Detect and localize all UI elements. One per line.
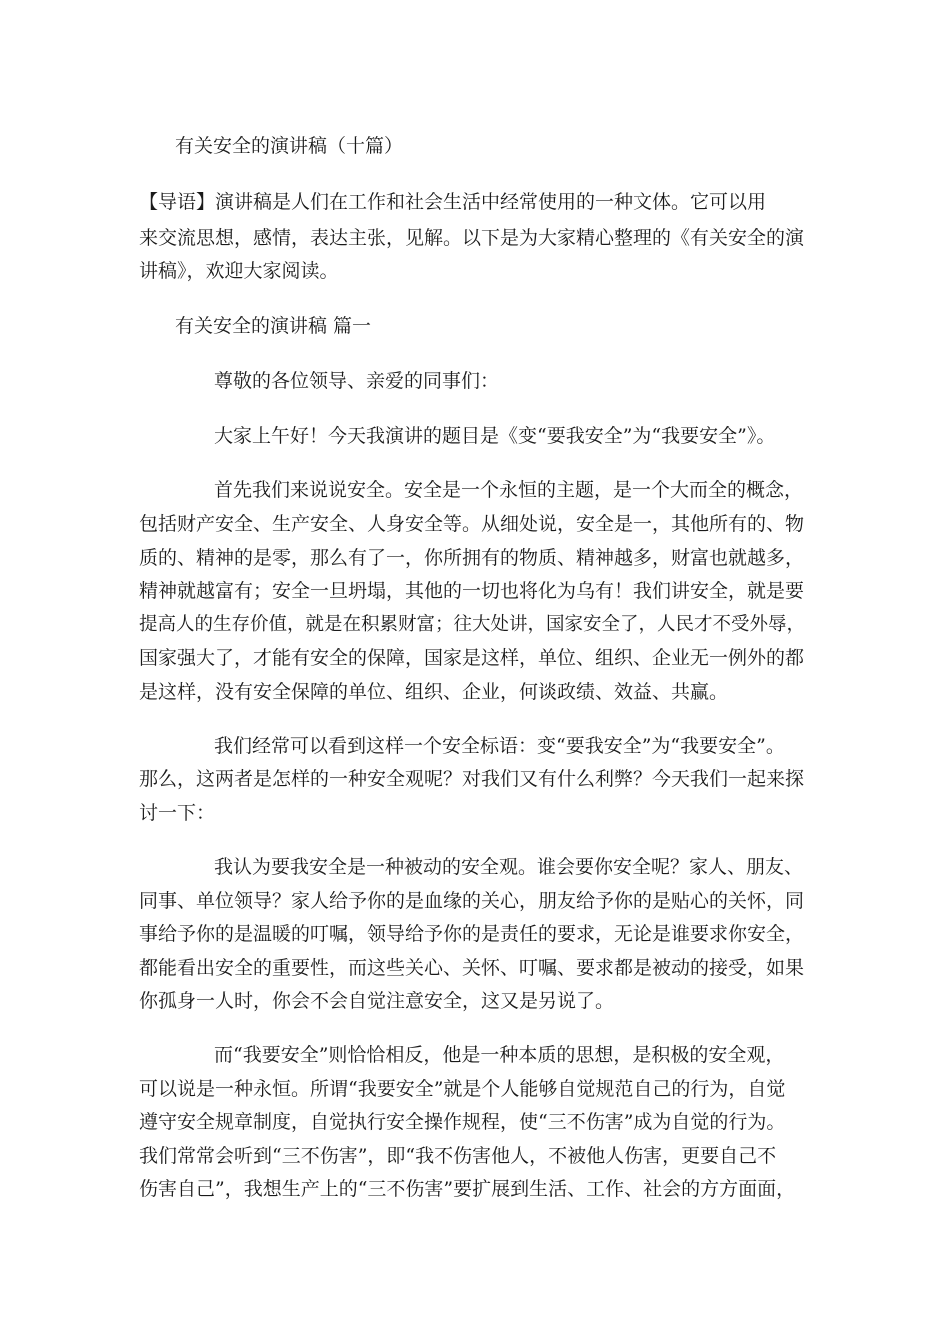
paragraph-line: 提高人的生存价值，就是在积累财富；往大处讲，国家安全了，人民才不受外辱， — [139, 614, 806, 635]
paragraph-line: 遵守安全规章制度，自觉执行安全操作规程，使“三不伤害”成为自觉的行为。 — [139, 1111, 786, 1133]
paragraph-line: 事给予你的是温暖的叮嘱，领导给予你的是责任的要求，无论是谁要求你安全， — [139, 923, 805, 945]
paragraph-line: 包括财产安全、生产安全、人身安全等。从细处说，安全是一，其他所有的、物 — [139, 513, 805, 535]
paragraph-line: 同事、单位领导？家人给予你的是血缘的关心，朋友给予你的是贴心的关怀，同 — [139, 890, 805, 912]
paragraph-line: 你孤身一人时，你会不会自觉注意安全，这又是另说了。 — [139, 990, 615, 1012]
intro-line: 讲稿》，欢迎大家阅读。 — [139, 260, 339, 282]
paragraph-line: 伤害自己”，我想生产上的“三不伤害”要扩展到生活、工作、社会的方方面面， — [139, 1178, 796, 1200]
paragraph-line: 讨一下： — [139, 802, 216, 824]
section-heading: 有关安全的演讲稿 篇一 — [175, 315, 372, 337]
paragraph-line: 我认为要我安全是一种被动的安全观。谁会要你安全呢？家人、朋友、 — [214, 856, 804, 878]
paragraph-line: 我们常常会听到“三不伤害”，即“我不伤害他人，不被他人伤害，更要自己不 — [139, 1145, 777, 1167]
document-title: 有关安全的演讲稿（十篇） — [175, 135, 404, 157]
paragraph-line: 可以说是一种永恒。所谓“我要安全”就是个人能够自觉规范自己的行为，自觉 — [139, 1078, 786, 1100]
greeting: 大家上午好！今天我演讲的题目是《变“要我安全”为“我要安全”》。 — [214, 425, 776, 447]
paragraph-line: 国家强大了，才能有安全的保障，国家是这样，单位、组织、企业无一例外的都 — [139, 647, 805, 669]
intro-line: 来交流思想，感情，表达主张，见解。以下是为大家精心整理的《有关安全的演 — [139, 227, 805, 249]
salutation: 尊敬的各位领导、亲爱的同事们： — [214, 370, 500, 392]
paragraph-line: 质的、精神的是零，那么有了一，你所拥有的物质、精神越多，财富也就越多， — [139, 547, 805, 569]
paragraph-line: 我们经常可以看到这样一个安全标语：变“要我安全”为“我要安全”。 — [214, 735, 785, 757]
paragraph-line: 都能看出安全的重要性，而这些关心、关怀、叮嘱、要求都是被动的接受，如果 — [139, 957, 805, 979]
paragraph-line: 首先我们来说说安全。安全是一个永恒的主题，是一个大而全的概念， — [214, 479, 804, 501]
paragraph-line: 而“我要安全”则恰恰相反，他是一种本质的思想，是积极的安全观， — [214, 1044, 785, 1066]
intro-line: 【导语】演讲稿是人们在工作和社会生活中经常使用的一种文体。它可以用 — [139, 191, 767, 213]
paragraph-line: 是这样，没有安全保障的单位、组织、企业，何谈政绩、效益、共赢。 — [139, 681, 729, 703]
paragraph-line: 那么，这两者是怎样的一种安全观呢？对我们又有什么利弊？今天我们一起来探 — [139, 768, 805, 790]
paragraph-line: 精神就越富有；安全一旦坍塌，其他的一切也将化为乌有！我们讲安全，就是要 — [139, 580, 805, 602]
